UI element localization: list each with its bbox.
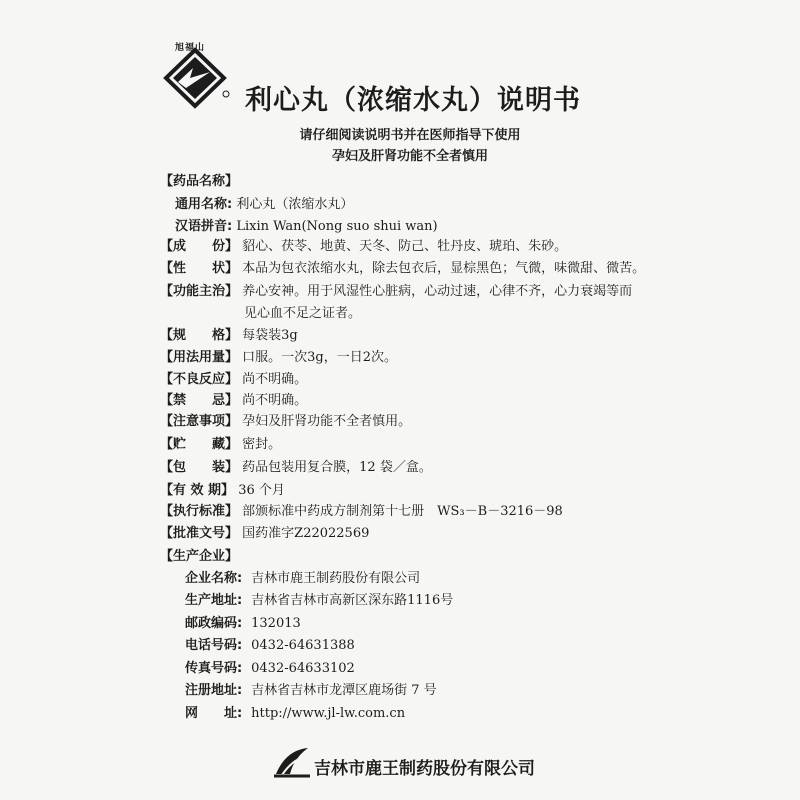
drug-name-section <box>160 170 238 189</box>
mfr-label: 网 址: <box>185 706 243 721</box>
company-logo-icon <box>160 42 230 112</box>
section-value: 本品为包衣浓缩水丸，除去包衣后，显棕黑色；气微，味微甜、微苦。 <box>242 261 646 276</box>
standard-row <box>160 500 563 519</box>
pinyin-row <box>175 215 438 234</box>
storage-row <box>160 433 281 452</box>
section-label: 【性 状】 <box>160 261 239 276</box>
section-value: 国药准字Z22022569 <box>242 526 370 541</box>
section-value-continued: 见心血不足之证者。 <box>244 306 362 321</box>
footer-company-name: 吉林市鹿王制药股份有限公司 <box>314 759 535 779</box>
mfr-label: 生产地址: <box>185 593 243 608</box>
section-value: 口服。一次3g，一日2次。 <box>242 350 398 365</box>
mfr-value: 0432-64631388 <box>251 638 355 653</box>
appearance-row <box>160 257 645 276</box>
section-value: 养心安神。用于风湿性心脏病，心动过速，心律不齐，心力衰竭等而 <box>242 284 633 299</box>
specification-row <box>160 324 298 343</box>
section-value: 密封。 <box>242 437 282 452</box>
caution-note: 孕妇及肝肾功能不全者慎用 <box>331 149 488 164</box>
mfr-value: 吉林省吉林市龙潭区鹿场街 7 号 <box>251 683 437 698</box>
section-label: 【包 装】 <box>160 460 239 475</box>
approval-number-row <box>160 522 369 541</box>
pinyin-value: Lixin Wan(Nong suo shui wan) <box>236 219 438 234</box>
manufacturer-section <box>160 545 238 564</box>
section-label: 【用法用量】 <box>160 350 239 365</box>
postal-code-row <box>185 612 301 631</box>
section-value: 尚不明确。 <box>242 372 308 387</box>
mfr-value: 吉林省吉林市高新区深东路1116号 <box>251 593 454 608</box>
common-name-value: 利心丸（浓缩水丸） <box>236 197 354 212</box>
section-label: 【执行标准】 <box>160 504 239 519</box>
pinyin-label: 汉语拼音: <box>175 219 233 234</box>
mfr-value: 0432-64633102 <box>251 661 355 676</box>
section-label: 【药品名称】 <box>160 174 239 189</box>
section-value: 貂心、茯苓、地黄、天冬、防己、牡丹皮、琥珀、朱砂。 <box>242 239 568 254</box>
packaging-row <box>160 456 432 475</box>
section-value: 36 个月 <box>238 483 285 498</box>
mfr-value: 吉林市鹿王制药股份有限公司 <box>251 571 421 586</box>
section-label: 【有 效 期】 <box>160 483 235 498</box>
logo-text: 旭福山 <box>175 43 206 53</box>
footer-logo-icon <box>272 744 312 780</box>
common-name-row <box>175 193 353 212</box>
section-label: 【规 格】 <box>160 328 239 343</box>
indications-row <box>160 280 632 299</box>
section-label: 【注意事项】 <box>160 414 239 429</box>
shelf-life-row <box>160 479 285 498</box>
instruction-note: 请仔细阅读说明书并在医师指导下使用 <box>299 128 521 143</box>
section-value: 部颁标准中药成方制剂第十七册 WS₃－B－3216－98 <box>242 504 563 519</box>
section-label: 【禁 忌】 <box>160 393 239 408</box>
indications-continued <box>244 302 361 321</box>
dosage-row <box>160 346 397 365</box>
phone-row <box>185 634 355 653</box>
common-name-label: 通用名称: <box>175 197 233 212</box>
section-label: 【批准文号】 <box>160 526 239 541</box>
mfr-label: 传真号码: <box>185 661 243 676</box>
ingredients-row <box>160 235 567 254</box>
section-label: 【功能主治】 <box>160 284 239 299</box>
company-name-row <box>185 567 420 586</box>
page-title: 利心丸（浓缩水丸）说明书 <box>245 85 581 116</box>
section-value: 药品包装用复合膜，12 袋／盒。 <box>242 460 432 475</box>
section-value: 孕妇及肝肾功能不全者慎用。 <box>242 414 412 429</box>
registered-address-row <box>185 679 437 698</box>
section-label: 【成 份】 <box>160 239 239 254</box>
mfr-value: 132013 <box>251 616 301 631</box>
fax-row <box>185 657 355 676</box>
precautions-row <box>160 410 411 429</box>
section-label: 【贮 藏】 <box>160 437 239 452</box>
section-label: 【不良反应】 <box>160 372 239 387</box>
mfr-label: 电话号码: <box>185 638 243 653</box>
contraindications-row <box>160 389 307 408</box>
production-address-row <box>185 589 453 608</box>
adverse-reactions-row <box>160 368 307 387</box>
section-value: 尚不明确。 <box>242 393 308 408</box>
section-value: 每袋装3g <box>242 328 298 343</box>
website-link[interactable]: http://www.jl-lw.com.cn <box>251 706 406 721</box>
mfr-label: 注册地址: <box>185 683 243 698</box>
section-label: 【生产企业】 <box>160 549 239 564</box>
website-row <box>185 702 405 721</box>
mfr-label: 企业名称: <box>185 571 243 586</box>
mfr-label: 邮政编码: <box>185 616 243 631</box>
